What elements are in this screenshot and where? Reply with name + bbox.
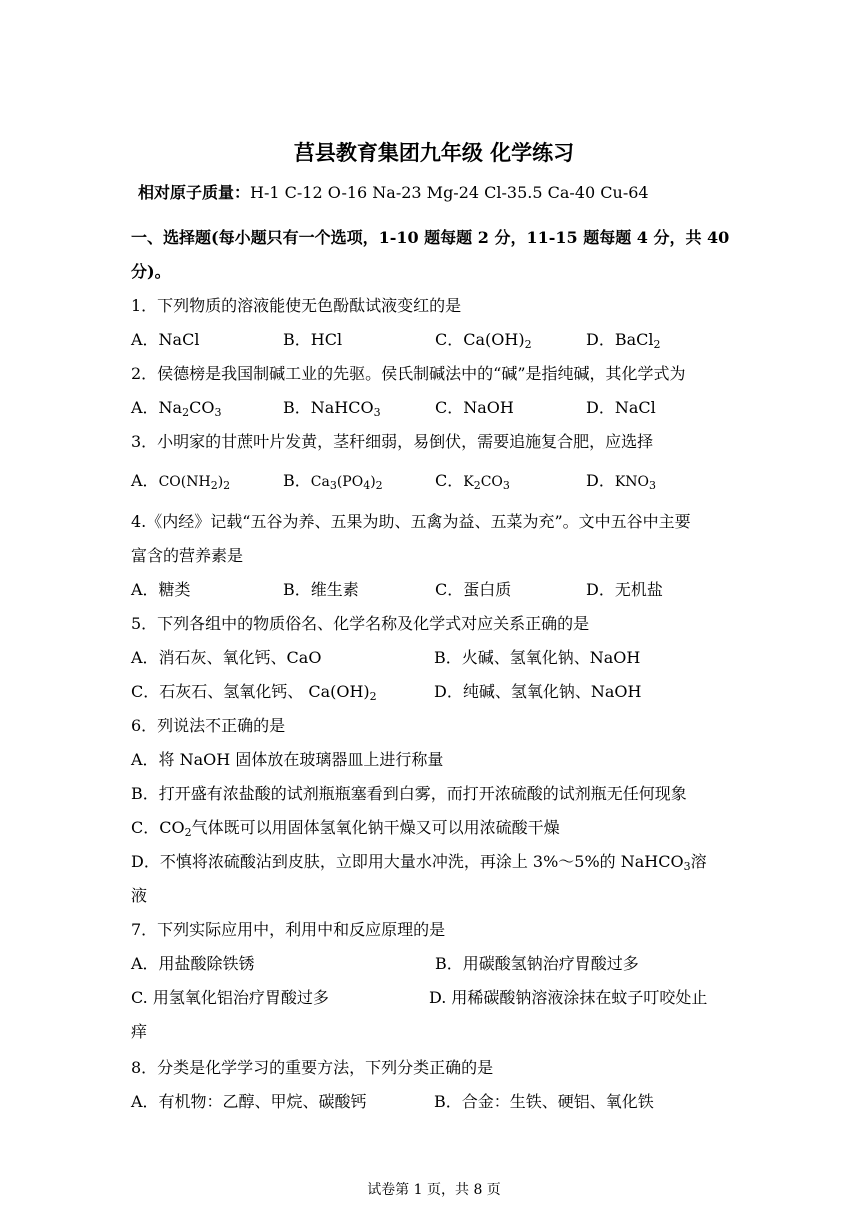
q6-c-pre: C．CO bbox=[131, 818, 185, 837]
q3-c-f1: K bbox=[463, 474, 474, 490]
q2-a-part2: CO bbox=[189, 398, 215, 417]
q6-d-pre: D．不慎将浓硫酸沾到皮肤，立即用大量水冲洗，再涂上 3%～5%的 NaHCO bbox=[131, 852, 684, 871]
q6-option-c bbox=[131, 818, 560, 838]
q3-d-s1: 3 bbox=[649, 479, 657, 492]
q2-option-c: C．NaOH bbox=[435, 398, 514, 417]
q3-c-f2: CO bbox=[480, 474, 503, 490]
q5-option-c bbox=[131, 682, 377, 702]
q2-option-d: D．NaCl bbox=[586, 398, 656, 417]
q4-option-d: D．无机盐 bbox=[586, 580, 663, 599]
q3-b-f2: (PO bbox=[336, 474, 364, 490]
q3-a-f2: ) bbox=[217, 474, 224, 490]
q2-a-sub1: 2 bbox=[182, 406, 190, 419]
q3-a-s2: 2 bbox=[223, 479, 231, 492]
q2-a-part1: A．Na bbox=[131, 398, 183, 417]
q6-option-a: A．将 NaOH 固体放在玻璃器皿上进行称量 bbox=[131, 750, 444, 769]
q6-d-post: 溶 bbox=[690, 852, 707, 871]
q1-c-sub: 2 bbox=[524, 338, 532, 351]
q7-option-d-line2: 痒 bbox=[131, 1022, 148, 1041]
q7-option-b: B．用碳酸氢钠治疗胃酸过多 bbox=[435, 954, 639, 973]
q1-option-c bbox=[435, 330, 532, 350]
q3-b-f3: ) bbox=[370, 474, 376, 490]
page-title: 莒县教育集团九年级 化学练习 bbox=[293, 140, 575, 165]
q7-stem: 7．下列实际应用中，利用中和反应原理的是 bbox=[131, 920, 446, 939]
section-heading-line1: 一、选择题(每小题只有一个选项，1-10 题每题 2 分，11-15 题每题 4 分，共 40 bbox=[131, 228, 730, 247]
q3-option-c bbox=[435, 471, 510, 492]
q6-option-b: B．打开盛有浓盐酸的试剂瓶瓶塞看到白雾，而打开浓硫酸的试剂瓶无任何现象 bbox=[131, 784, 687, 803]
q6-option-d bbox=[131, 852, 707, 872]
q6-d-sub: 3 bbox=[683, 860, 691, 873]
q1-option-d bbox=[586, 330, 661, 350]
q6-option-d-line2: 液 bbox=[131, 886, 148, 905]
q8-option-b: B．合金：生铁、硬铝、氧化铁 bbox=[434, 1092, 654, 1111]
q3-option-b bbox=[283, 471, 383, 492]
q5-option-b: B．火碱、氢氧化钠、NaOH bbox=[434, 648, 641, 667]
q3-c-s1: 2 bbox=[473, 479, 481, 492]
q3-c-label: C． bbox=[435, 471, 464, 490]
q2-b-sub: 3 bbox=[373, 406, 381, 419]
q3-d-label: D． bbox=[586, 471, 615, 490]
q5-option-a: A．消石灰、氧化钙、CaO bbox=[131, 648, 322, 667]
atomic-mass-values: H-1 C-12 O-16 Na-23 Mg-24 Cl-35.5 Ca-40 Cu-64 bbox=[250, 183, 649, 202]
q1-c-formula: C．Ca(OH) bbox=[435, 330, 525, 349]
q3-b-label: B． bbox=[283, 471, 311, 490]
q2-option-a bbox=[131, 398, 221, 418]
q7-option-a: A．用盐酸除铁锈 bbox=[131, 954, 255, 973]
q5-c-sub: 2 bbox=[369, 690, 377, 703]
section-heading-line2: 分)。 bbox=[131, 262, 171, 281]
q7-option-d: D. 用稀碳酸钠溶液涂抹在蚊子叮咬处止 bbox=[429, 988, 708, 1007]
q3-option-d bbox=[586, 471, 656, 492]
q2-option-b bbox=[283, 398, 381, 418]
q3-a-label: A． bbox=[131, 471, 159, 490]
q8-option-a: A．有机物：乙醇、甲烷、碳酸钙 bbox=[131, 1092, 367, 1111]
q6-stem: 6．列说法不正确的是 bbox=[131, 716, 286, 735]
q4-stem-line2: 富含的营养素是 bbox=[131, 546, 244, 565]
q5-stem: 5．下列各组中的物质俗名、化学名称及化学式对应关系正确的是 bbox=[131, 614, 590, 633]
q1-d-sub: 2 bbox=[653, 338, 661, 351]
q3-a-f1: CO(NH bbox=[158, 474, 211, 490]
q1-option-b: B．HCl bbox=[283, 330, 343, 349]
q4-option-b: B．维生素 bbox=[283, 580, 359, 599]
q7-option-c: C. 用氢氧化铝治疗胃酸过多 bbox=[131, 988, 329, 1007]
q5-option-d: D．纯碱、氢氧化钠、NaOH bbox=[434, 682, 642, 701]
atomic-mass-label: 相对原子质量： bbox=[138, 183, 251, 202]
q6-c-sub: 2 bbox=[184, 826, 192, 839]
page-footer: 试卷第 1 页，共 8 页 bbox=[367, 1182, 501, 1198]
q1-d-formula: D．BaCl bbox=[586, 330, 654, 349]
q5-c-text: C．石灰石、氢氧化钙、 Ca(OH) bbox=[131, 682, 370, 701]
q2-a-sub2: 3 bbox=[214, 406, 222, 419]
q3-b-s2: 4 bbox=[363, 479, 371, 492]
q3-d-f1: KNO bbox=[614, 474, 650, 490]
q8-stem: 8．分类是化学学习的重要方法，下列分类正确的是 bbox=[131, 1058, 494, 1077]
q3-stem: 3．小明家的甘蔗叶片发黄，茎秆细弱，易倒伏，需要追施复合肥，应选择 bbox=[131, 432, 654, 451]
q2-b-formula: B．NaHCO bbox=[283, 398, 374, 417]
q3-option-a bbox=[131, 471, 230, 492]
q1-option-a: A．NaCl bbox=[131, 330, 200, 349]
q6-c-post: 气体既可以用固体氢氧化钠干燥又可以用浓硫酸干燥 bbox=[191, 818, 560, 837]
q4-stem-line1: 4.《内经》记载“五谷为养、五果为助、五禽为益、五菜为充”。文中五谷中主要 bbox=[131, 512, 691, 531]
q3-a-s1: 2 bbox=[210, 479, 218, 492]
q1-stem: 1．下列物质的溶液能使无色酚酞试液变红的是 bbox=[131, 296, 462, 315]
q3-b-s3: 2 bbox=[375, 479, 383, 492]
q3-b-s1: 3 bbox=[329, 479, 337, 492]
q3-c-s2: 3 bbox=[502, 479, 510, 492]
q2-stem: 2．侯德榜是我国制碱工业的先驱。侯氏制碱法中的“碱”是指纯碱，其化学式为 bbox=[131, 364, 686, 383]
q4-option-c: C．蛋白质 bbox=[435, 580, 512, 599]
atomic-mass-line bbox=[138, 183, 649, 203]
q3-b-f1: Ca bbox=[310, 474, 330, 490]
q4-option-a: A．糖类 bbox=[131, 580, 191, 599]
